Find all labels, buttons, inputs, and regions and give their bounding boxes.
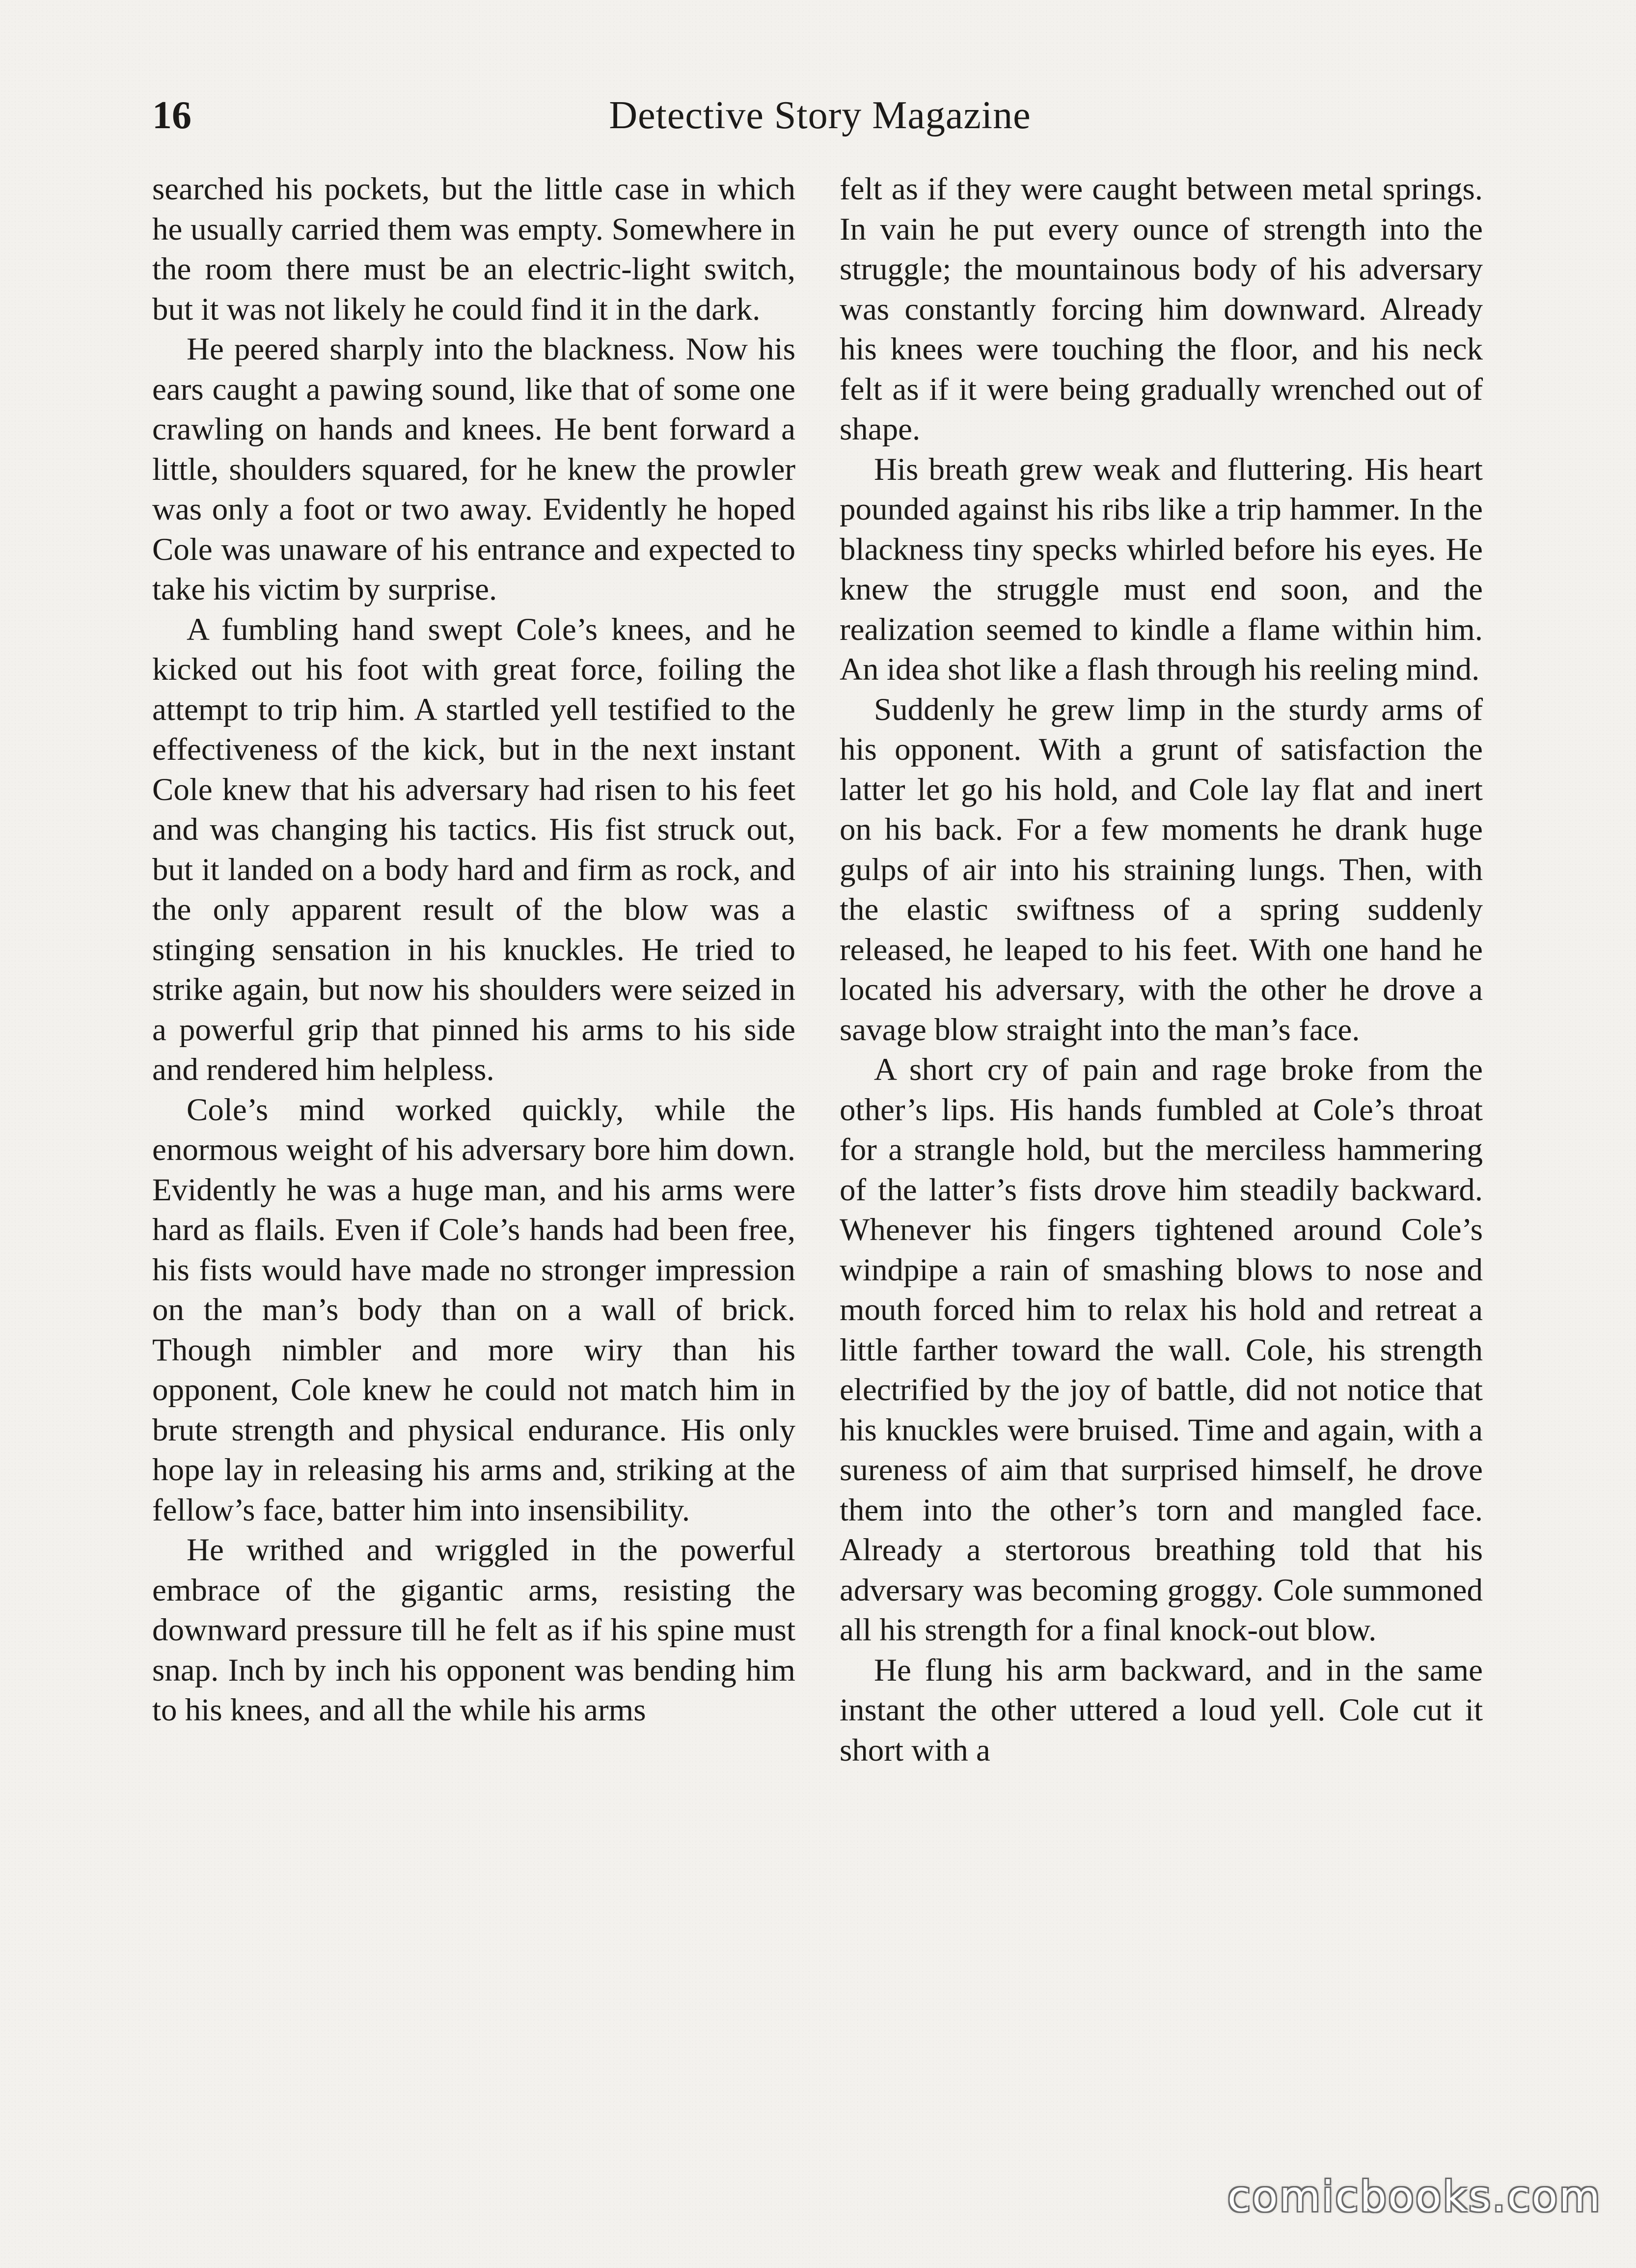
paragraph: He peered sharply into the blackness. Now his ears caught a pawing sound, like that of some one crawling on hands and knees. He bent forward a little, shoulders squared, for he knew the prowler was only a foot or two away. Evidently he hoped Cole was unaware of his entrance and expected to take his victim by surprise. — [152, 332, 795, 607]
left-column — [152, 169, 795, 1731]
right-column — [840, 169, 1483, 1770]
running-title: Detective Story Magazine — [609, 94, 1031, 137]
page-number: 16 — [152, 94, 191, 137]
paragraph: Cole’s mind worked quickly, while the enormous weight of his adversary bore him down. Evidently he was a huge man, and his arms were hard as flails. Even if Cole’s hands had been free, his fists would have made no stronger impression on the man’s body than on a wall of brick. Though nimbler and more wiry than his opponent, Cole knew he could not match him in brute strength and physical endurance. His only hope lay in releasing his arms and, striking at the fellow’s face, batter him into insensibility. — [152, 1092, 795, 1528]
paragraph: felt as if they were caught between metal springs. In vain he put every ounce of strength into the struggle; the mountainous body of his adversary was constantly forcing him downward. Already his knees were touching the floor, and his neck felt as if it were being gradually wrenched out of shape. — [840, 171, 1483, 447]
paragraph: A fumbling hand swept Cole’s knees, and he kicked out his foot with great force, foiling the attempt to trip him. A startled yell testified to the effectiveness of the kick, but in the next instant Cole knew that his adversary had risen to his feet and was changing his tactics. His fist struck out, but it landed on a body hard and firm as rock, and the only apparent result of the blow was a stinging sensation in his knuckles. He tried to strike again, but now his shoulders were seized in a powerful grip that pinned his arms to his side and rendered him helpless. — [152, 611, 795, 1087]
watermark: comicbooks.com — [1227, 2172, 1602, 2221]
paragraph: His breath grew weak and fluttering. His heart pounded against his ribs like a trip hammer. In the blackness tiny specks whirled before his eyes. He knew the struggle must end soon, and the realization seemed to kindle a flame within him. An idea shot like a flash through his reeling mind. — [840, 451, 1483, 687]
paragraph: He flung his arm backward, and in the same instant the other uttered a loud yell. Cole cut it short with a — [840, 1652, 1483, 1768]
page-header — [152, 86, 1488, 145]
paragraph: Suddenly he grew limp in the sturdy arms of his opponent. With a grunt of satisfaction the latter let go his hold, and Cole lay flat and inert on his back. For a few moments he drank huge gulps of air into his straining lungs. Then, with the elastic swiftness of a spring suddenly released, he leaped to his feet. With one hand he located his adversary, with the other he drove a savage blow straight into the man’s face. — [840, 691, 1483, 1048]
paragraph: searched his pockets, but the little case in which he usually carried them was empty. Somewhere in the room there must be an electric-light switch, but it was not likely he could find it in the dark. — [152, 171, 795, 327]
paragraph: He writhed and wriggled in the powerful embrace of the gigantic arms, resisting the downward pressure till he felt as if his spine must snap. Inch by inch his opponent was bending him to his knees, and all the while his arms — [152, 1532, 795, 1728]
paragraph: A short cry of pain and rage broke from the other’s lips. His hands fumbled at Cole’s throat for a strangle hold, but the merciless hammering of the latter’s fists drove him steadily backward. Whenever his fingers tightened around Cole’s windpipe a rain of smashing blows to nose and mouth forced him to relax his hold and retreat a little farther toward the wall. Cole, his strength electrified by the joy of battle, did not notice that his knuckles were bruised. Time and again, with a sureness of aim that surprised himself, he drove them into the other’s torn and mangled face. Already a stertorous breathing told that his adversary was becoming groggy. Cole summoned all his strength for a final knock-out blow. — [840, 1052, 1483, 1648]
